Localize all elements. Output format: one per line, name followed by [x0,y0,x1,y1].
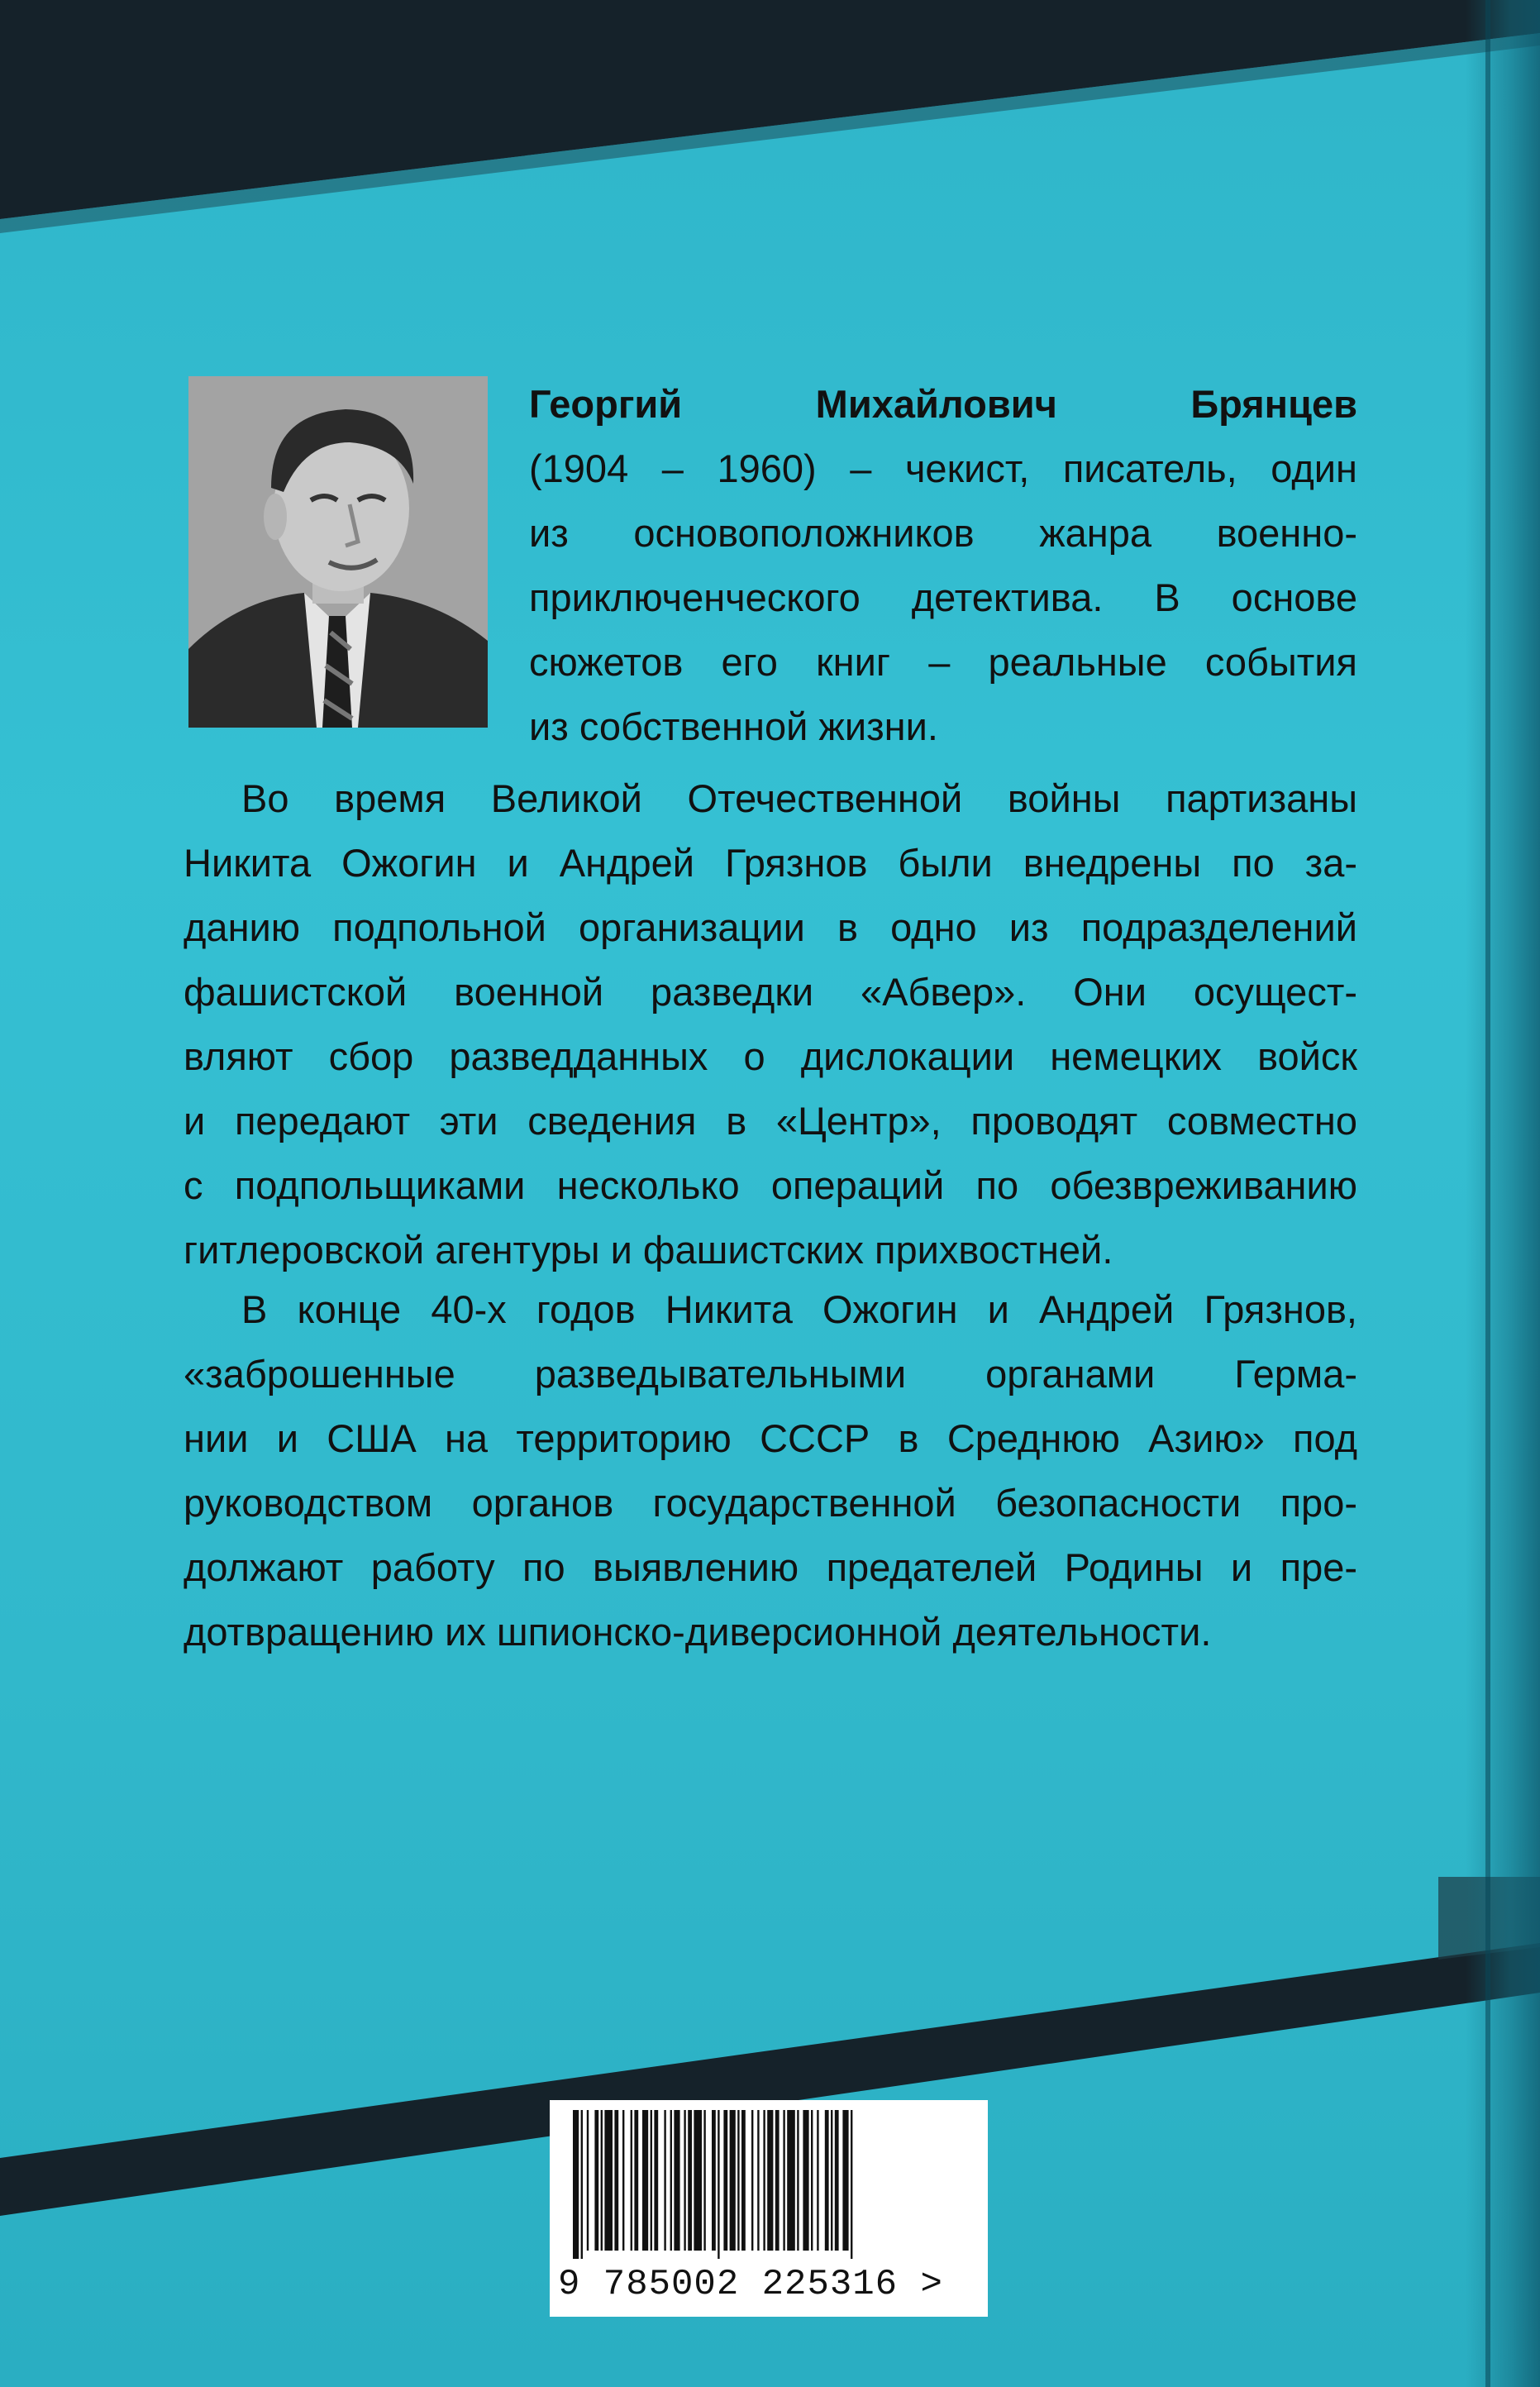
text-line: В конце 40-х годов Никита Ожогин и Андрей Грязнов, [241,1287,1357,1331]
barcode-bar [694,2110,702,2251]
text-line: «заброшенные разведывательными органами Герма- [184,1352,1357,1396]
barcode-bar [622,2110,624,2251]
barcode-bar [703,2110,705,2251]
annotation-paragraph-2 [184,1277,1357,1664]
barcode-bar [767,2110,773,2251]
barcode-bar [741,2110,746,2251]
barcode-bar [831,2110,832,2251]
barcode-bars [573,2110,970,2259]
barcode-bar [654,2110,658,2251]
bio-line: приключенческого детектива. В основе [529,575,1357,619]
text-line: с подпольщиками несколько операций по обезвреживанию [184,1163,1357,1207]
barcode-bar [594,2110,598,2251]
barcode-bar [783,2110,784,2251]
barcode-bar [587,2110,589,2251]
bio-line: сюжетов его книг – реальные события [529,640,1357,684]
text-line: дотвращению их шпионско-диверсионной деятельности. [184,1610,1212,1654]
barcode-bar [601,2110,603,2251]
barcode-bar [737,2110,739,2251]
barcode-bar [634,2110,638,2251]
barcode-bar [797,2110,799,2251]
bio-line: из основоположников жанра военно- [529,511,1357,555]
text-line: должают работу по выявлению предателей Родины и пре- [184,1545,1357,1589]
barcode-bar [775,2110,780,2251]
isbn-barcode [550,2100,988,2317]
barcode-bar [651,2110,652,2251]
barcode-bar [718,2110,719,2259]
barcode-bar [751,2110,753,2251]
author-bio [529,372,1357,759]
bio-line: (1904 – 1960) – чекист, писатель, один [529,446,1357,490]
text-line: Во время Великой Отечественной войны партизаны [241,776,1357,820]
barcode-bar [631,2110,632,2251]
barcode-bar [787,2110,795,2251]
barcode-bar [803,2110,808,2251]
isbn-digits: 9 785002 225316 > [558,2264,943,2305]
barcode-bar [664,2110,665,2251]
spine-shadow [1466,0,1540,2387]
author-portrait [188,376,488,728]
text-line: руководством органов государственной безопасности про- [184,1481,1357,1525]
barcode-bar [817,2110,818,2251]
annotation-paragraph-1 [184,766,1357,1282]
barcode-bar [763,2110,765,2251]
barcode-bar [825,2110,829,2251]
barcode-bar [811,2110,813,2251]
barcode-bar [712,2110,716,2251]
barcode-bar [642,2110,648,2251]
bio-line: из собственной жизни. [529,704,938,748]
author-name: Георгий Михайлович Брянцев [529,382,1357,426]
barcode-bar [688,2110,692,2251]
barcode-bar [581,2110,583,2259]
text-line: Никита Ожогин и Андрей Грязнов были внедрены по за- [184,841,1357,885]
barcode-bar [573,2110,579,2259]
text-line: вляют сбор разведданных о дислокации немецких войск [184,1034,1357,1078]
text-line: данию подпольной организации в одно из подразделений [184,905,1357,949]
text-line: фашистской военной разведки «Абвер». Они осущест- [184,970,1357,1014]
text-line: и передают эти сведения в «Центр», проводят совместно [184,1099,1357,1143]
text-line: нии и США на территорию СССР в Среднюю Азию» под [184,1416,1357,1460]
barcode-bar [604,2110,613,2251]
barcode-bar [614,2110,618,2251]
barcode-bar [723,2110,727,2251]
text-line: гитлеровской агентуры и фашистских прихвостней. [184,1228,1113,1272]
barcode-bar [842,2110,848,2251]
barcode-bar [835,2110,839,2251]
barcode-bar [851,2110,852,2259]
barcode-bar [670,2110,672,2251]
barcode-bar [757,2110,759,2251]
barcode-bar [684,2110,685,2251]
barcode-bar [674,2110,679,2251]
spine-line [1485,0,1490,2387]
barcode-bar [730,2110,736,2251]
top-dark-band [0,0,1540,248]
